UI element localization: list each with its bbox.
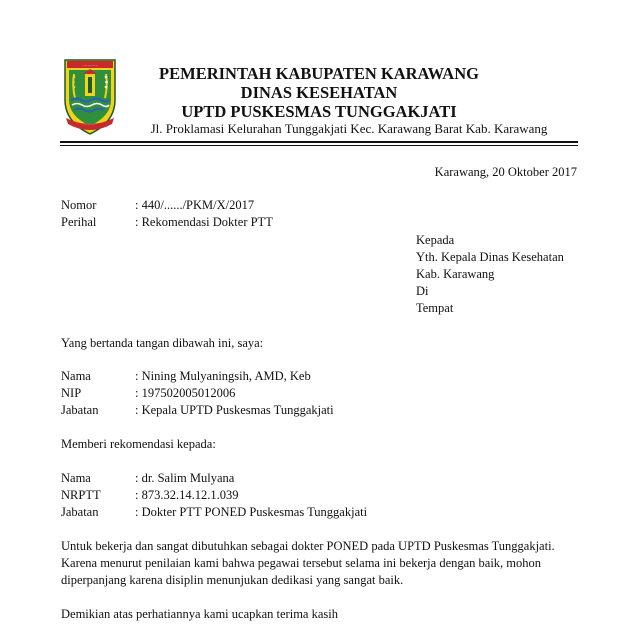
recommended-label-jabatan: Jabatan — [61, 505, 99, 519]
signer-label-jabatan: Jabatan — [61, 403, 99, 417]
signer-value-jabatan: : Kepala UPTD Puskesmas Tunggakjati — [135, 403, 334, 417]
svg-text:⋯⋯⋯⋯: ⋯⋯⋯⋯ — [82, 62, 98, 68]
closing-text: Demikian atas perhatiannya kami ucapkan terima kasih — [61, 607, 338, 621]
meta-value-perihal: : Rekomendasi Dokter PTT — [135, 215, 273, 229]
recommended-label-nrptt: NRPTT — [61, 488, 101, 502]
svg-text:⋯⋯⋯: ⋯⋯⋯ — [85, 122, 95, 126]
letterhead-government: PEMERINTAH KABUPATEN KARAWANG — [159, 64, 479, 83]
recipient-line: Kab. Karawang — [416, 267, 495, 281]
letterhead-address: Jl. Proklamasi Kelurahan Tunggakjati Kec. Karawang Barat Kab. Karawang — [150, 121, 548, 136]
recommended-value-jabatan: : Dokter PTT PONED Puskesmas Tunggakjati — [135, 505, 368, 519]
recommended-value-nama: : dr. Salim Mulyana — [135, 471, 235, 485]
letterhead-divider-thin — [60, 145, 578, 146]
recipient-line: Yth. Kepala Dinas Kesehatan — [416, 250, 564, 264]
meta-value-nomor: : 440/....../PKM/X/2017 — [135, 198, 255, 212]
body-line: Karena menurut penilaian kami bahwa pegawai tersebut selama ini bekerja dengan baik, mohon — [61, 556, 542, 570]
letterhead-divider-thick — [60, 141, 578, 143]
recommend-intro-text: Memberi rekomendasi kepada: — [61, 437, 216, 451]
body-line: diperpanjang karena disiplin menunjukan dedikasi yang sangat baik. — [61, 573, 404, 587]
intro-text: Yang bertanda tangan dibawah ini, saya: — [61, 336, 264, 350]
letterhead-unit: UPTD PUSKESMAS TUNGGAKJATI — [181, 102, 457, 121]
meta-label-nomor: Nomor — [61, 198, 97, 212]
recipient-line: Tempat — [416, 301, 454, 315]
signer-label-nip: NIP — [61, 386, 82, 400]
signer-value-nip: : 197502005012006 — [135, 386, 236, 400]
body-line: Untuk bekerja dan sangat dibutuhkan sebagai dokter PONED pada UPTD Puskesmas Tunggakjati. — [61, 539, 555, 553]
letterhead-department: DINAS KESEHATAN — [240, 83, 398, 102]
recommended-label-nama: Nama — [61, 471, 91, 485]
signer-label-nama: Nama — [61, 369, 91, 383]
recipient-line: Di — [416, 284, 429, 298]
signer-value-nama: : Nining Mulyaningsih, AMD, Keb — [135, 369, 311, 383]
letter-date: Karawang, 20 Oktober 2017 — [434, 165, 577, 179]
recipient-line: Kepada — [416, 233, 455, 247]
meta-label-perihal: Perihal — [61, 215, 97, 229]
recommended-value-nrptt: : 873.32.14.12.1.039 — [135, 488, 239, 502]
